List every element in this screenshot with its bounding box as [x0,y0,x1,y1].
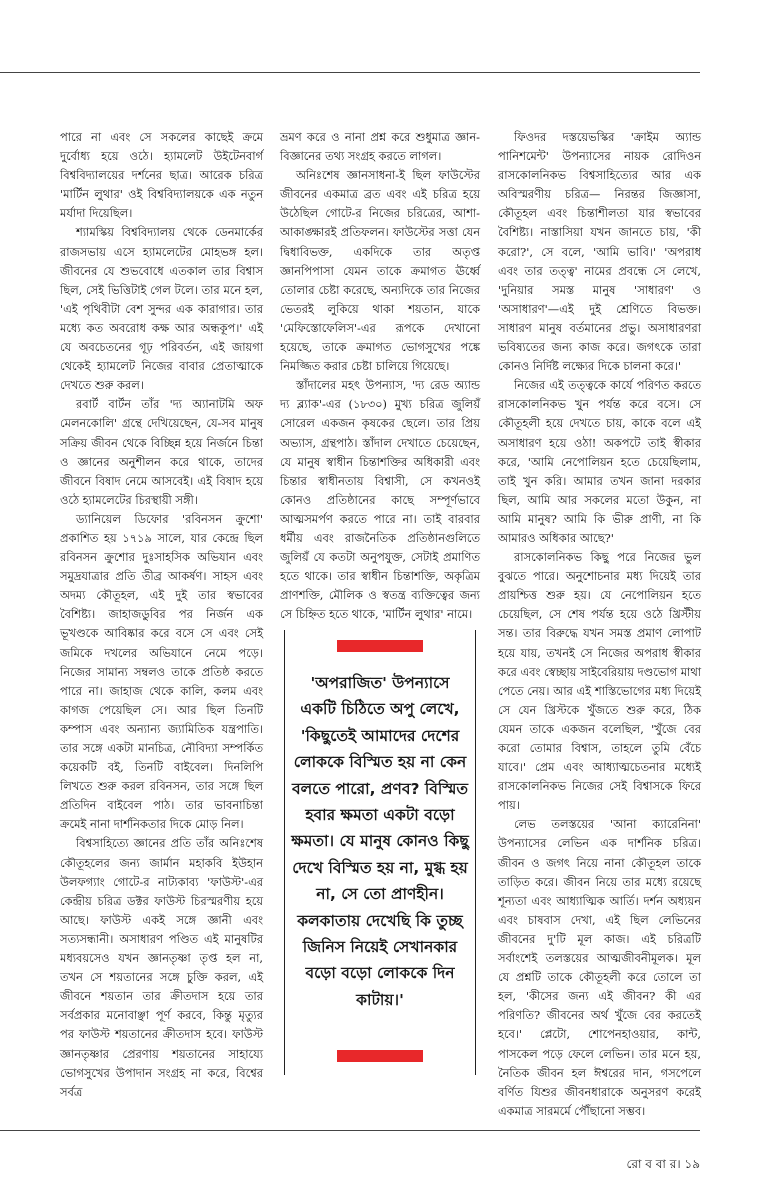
paragraph: নিজের এই তত্ত্বকে কার্যে পরিণত করতে রাসকোলনিকভ খুন পর্যন্ত করে বসে। সে কৌতূহলী হয়ে দেখতে চায়, কাকে বলে এই অসাধারণ হয়ে ওঠা! অকপটে তাই স্বীকার করে, 'আমি নেপোলিয়ন হতে চেয়েছিলাম, তাই খুন করি। আমার তখন জানা দরকার ছিল, আমি আর সকলের মতো উকুন, না আমি মানুষ? আমি কি ভীরু প্রাণী, না কি আমারও অধিকার আছে?' [498,378,701,545]
column-middle [280,128,480,624]
paragraph: বিশ্বসাহিত্যে জ্ঞানের প্রতি তাঁর অনিঃশেষ কৌতূহলের জন্য জার্মান মহাকবি ইউহান উলফগ্যাং গোটে-র নাট্যকাব্য 'ফাউস্ট'-এর কেন্দ্রীয় চরিত্র ডক্টর ফাউস্ট চিরস্মরণীয় হয়ে আছে। ফাউস্ট একই সঙ্গে জ্ঞানী এবং সত্যসন্ধানী। অসাধারণ পণ্ডিত এই মানুষটির মধ্যবয়সেও যখন জ্ঞানতৃষ্ণা তৃপ্ত হল না, তখন সে শয়তানের সঙ্গে চুক্তি করল, এই জীবনে শয়তান তার ক্রীতদাস হয়ে তার সর্বপ্রকার মনোবাঞ্ছা পূর্ণ করবে, কিন্তু মৃত্যুর পর ফাউস্ট শয়তানের ক্রীতদাস হবে। ফাউস্ট জ্ঞানতৃষ্ণার প্রেরণায় শয়তানের সাহায্যে ভোগসুখের উপাদান সংগ্রহ না করে, বিশ্বের সর্বত্র [60,836,263,1099]
page-footer: রো ব বা র। ১৯ [626,1157,700,1171]
bottom-rule [0,1130,700,1131]
column-right [498,128,701,1121]
paragraph: ভ্রমণ করে ও নানা প্রশ্ন করে শুধুমাত্র জ্ঞান-বিজ্ঞানের তথ্য সংগ্রহ করতে লাগল। [280,130,480,164]
paragraph: ফিওদর দস্তয়েভস্কির 'ক্রাইম অ্যান্ড পানিশমেন্ট' উপন্যাসের নায়ক রোদিওন রাসকোলনিকভ বিশ্বসাহিত্যের আর এক অবিস্মরণীয় চরিত্র— নিরন্তর জিজ্ঞাসা, কৌতূহল এবং চিন্তাশীলতা যার স্বভাবের বৈশিষ্ট্য। নাস্তাসিয়া যখন জানতে চায়, 'কী করো?', সে বলে, 'আমি ভাবি।' 'অপরাধ এবং তার তত্ত্ব' নামের প্রবন্ধে সে লেখে, 'দুনিয়ার সমস্ত মানুষ 'সাধারণ' ও 'অসাধারণ'—এই দুই শ্রেণিতে বিভক্ত। সাধারণ মানুষ বর্তমানের প্রভু। অসাধারণরা ভবিষ্যতের জন্য কাজ করে। জগৎকে তারা কোনও নির্দিষ্ট লক্ষ্যের দিকে চালনা করে।' [498,130,701,374]
pull-quote-box [284,630,476,1075]
column-left [60,128,263,1102]
pull-quote-bar-bottom [337,1050,423,1062]
paragraph: রাসকোলনিকভ কিছু পরে নিজের ভুল বুঝতে পারে। অনুশোচনার মধ্য দিয়েই তার প্রায়শ্চিত্ত শুরু হয়। যে নেপোলিয়ন হতে চেয়েছিল, সে শেষ পর্যন্ত হয়ে ওঠে খ্রিস্টীয় সন্ত। তার বিরুদ্ধে যখন সমস্ত প্রমাণ লোপাট হয়ে যায়, তখনই সে নিজের অপরাধ স্বীকার করে এবং স্বেচ্ছায় সাইবেরিয়ায় দণ্ডভোগ মাথা পেতে নেয়। আর এই শাস্তিভোগের মধ্য দিয়েই সে যেন খ্রিস্টকে খুঁজতে শুরু করে, ঠিক যেমন তাকে একজন বলেছিল, 'খুঁজে বের করো তোমার বিশ্বাস, তাহলে তুমি বেঁচে যাবে।' প্রেম এবং আধ্যাত্মচেতনার মধ্যেই রাসকোলনিকভ নিজের সেই বিশ্বাসকে ফিরে পায়। [498,550,701,813]
paragraph: ড্যানিয়েল ডিফোর 'রবিনসন ক্রুশো' প্রকাশিত হয় ১৭১৯ সালে, যার কেন্দ্রে ছিল রবিনসন ক্রুশোর দুঃসাহসিক অভিযান এবং সমুদ্রযাত্রার প্রতি তীব্র আকর্ষণ। সাহস এবং অদম্য কৌতূহল, এই দুই তার স্বভাবের বৈশিষ্ট্য। জাহাজডুবির পর নির্জন এক ভূখণ্ডকে আবিষ্কার করে বসে সে এবং সেই জমিকে দখলের অভিযানে নেমে পড়ে। নিজের সামান্য সম্বলও তাকে প্রতিষ্ঠ করতে পারে না। জাহাজ থেকে কালি, কলম এবং কাগজ পেয়েছিল সে। আর ছিল তিনটি কম্পাস এবং অন্যান্য জ্যামিতিক যন্ত্রপাতি। তার সঙ্গে একটা মানচিত্র, নৌবিদ্যা সম্পর্কিত কয়েকটি বই, তিনটি বাইবেল। দিনলিপি লিখতে শুরু করল রবিনসন, তার সঙ্গে ছিল প্রতিদিন বাইবেল পাঠ। তার ভাবনাচিন্তা ক্রমেই নানা দার্শনিকতার দিকে মোড় নিল। [60,511,263,832]
pull-quote-text: 'অপরাজিত' উপন্যাসে একটি চিঠিতে অপু লেখে, 'কিছুতেই আমাদের দেশের লোককে বিস্মিত হয় না কেন বলতে পারো, প্রণব? বিস্মিত হবার ক্ষমতা একটা বড়ো ক্ষমতা। যে মানুষ কোনও কিছু দেখে বিস্মিত হয় না, মুগ্ধ হয় না, সে তো প্রাণহীন। কলকাতায় দেখেছি কি তুচ্ছ জিনিস নিয়েই সেখানকার বড়ো বড়ো লোককে দিন কাটায়।' [291,674,469,1009]
paragraph: অনিঃশেষ জ্ঞানসাধনা-ই ছিল ফাউস্টের জীবনের একমাত্র ব্রত এবং এই চরিত্র হয়ে উঠেছিল গোটে-র নিজের চরিত্রের, আশা-আকাঙ্ক্ষারই প্রতিফলন। ফাউস্টের সত্তা যেন দ্বিধাবিভক্ত, একদিকে তার অতৃপ্ত জ্ঞানপিপাসা যেমন তাকে ক্রমাগত ঊর্ধ্বে তোলার চেষ্টা করেছে, অন্যদিকে তার নিজের ভেতরই লুকিয়ে থাকা শয়তান, যাকে 'মেফিস্তোফেলিস'-এর রূপকে দেখানো হয়েছে, তাকে ক্রমাগত ভোগসুখের পঙ্কে নিমজ্জিত করার চেষ্টা চালিয়ে গিয়েছে। [280,168,480,374]
paragraph: লেভ তলস্তয়ের 'আনা ক্যারেনিনা' উপন্যাসের লেভিন এক দার্শনিক চরিত্র। জীবন ও জগৎ নিয়ে নানা কৌতূহল তাকে তাড়িত করে। জীবন নিয়ে তার মধ্যে রয়েছে শূন্যতা এবং আধ্যাত্মিক আর্তি। দর্শন অধ্যয়ন এবং চাষবাস দেখা, এই ছিল লেভিনের জীবনের দু'টি মূল কাজ। এই চরিত্রটি সর্বাংশেই তলস্তয়ের আত্মজীবনীমূলক। মূল যে প্রশ্নটি তাকে কৌতূহলী করে তোলে তা হল, 'কীসের জন্য এই জীবন? কী এর পরিণতি? জীবনের অর্থ খুঁজে বের করতেই হবে।' প্লেটো, শোপেনহাওয়ার, কান্ট, পাসকেল পড়ে ফেলে লেভিন। তার মনে হয়, নৈতিক জীবন হল ঈশ্বরের দান, গসপেলে বর্ণিত যিশুর জীবনধারাকে অনুসরণ করেই একমাত্র সারমর্মে পৌঁছানো সম্ভব। [498,817,701,1118]
paragraph: পারে না এবং সে সকলের কাছেই ক্রমে দুর্বোধ্য হয়ে ওঠে। হ্যামলেট উইটেনবার্গ বিশ্ববিদ্যালয়ের দর্শনের ছাত্র। আরেক চরিত্র 'মার্টিন লুথার' ওই বিশ্ববিদ্যালয়কে এক নতুন মর্যাদা দিয়েছিল। [60,130,263,221]
top-rule [0,72,700,73]
paragraph: স্তাঁদালের মহৎ উপন্যাস, 'দ্য রেড অ্যান্ড দ্য ব্ল্যাক'-এর (১৮৩০) মুখ্য চরিত্র জুলিয়ঁ সোরেল একজন কৃষকের ছেলে। তার প্রিয় অভ্যাস, গ্রন্থপাঠ। স্তাঁদাল দেখাতে চেয়েছেন, যে মানুষ স্বাধীন চিন্তাশক্তির অধিকারী এবং চিন্তার স্বাধীনতায় বিশ্বাসী, সে কখনওই কোনও প্রতিষ্ঠানের কাছে সম্পূর্ণভাবে আত্মসমর্পণ করতে পারে না। তাই বারবার ধর্মীয় এবং রাজনৈতিক প্রতিষ্ঠানগুলিতে জুলিয়ঁ যে কতটা অনুপযুক্ত, সেটাই প্রমাণিত হতে থাকে। তার স্বাধীন চিন্তাশক্তি, অকৃত্রিম প্রাণশক্তি, মৌলিক ও স্বতন্ত্র ব্যক্তিত্বের জন্য সে চিহ্নিত হতে থাকে, 'মার্টিন লুথার' নামে। [280,378,480,622]
paragraph: রবার্ট বার্টন তাঁর 'দ্য অ্যানাটমি অফ মেলনকোলি' গ্রন্থে দেখিয়েছেন, যে-সব মানুষ সক্রিয় জীবন থেকে বিচ্ছিন্ন হয়ে নির্জনে চিন্তা ও জ্ঞানের অনুশীলন করে থাকে, তাদের জীবনে বিষাদ নেমে আসবেই। এই বিষাদ হয়ে ওঠে হ্যামলেটের চিরস্থায়ী সঙ্গী। [60,397,263,507]
pull-quote-bar-top [337,640,423,652]
paragraph: শ্যামস্কিয় বিশ্ববিদ্যালয় থেকে ডেনমার্কের রাজসভায় এসে হ্যামলেটের মোহভঙ্গ হল। জীবনের যে শুভবোধে এতকাল তার বিশ্বাস ছিল, সেই ভিত্তিটাই গেল টলে। তার মনে হল, 'এই পৃথিবীটা বেশ সুন্দর এক কারাগার। তার মধ্যে কত অবরোধ কক্ষ আর অন্ধকূপ।' এই যে অবচেতনের গূঢ় পরিবর্তন, এই জায়গা থেকেই হ্যামলেট নিজের বাবার প্রেতাত্মাকে দেখতে শুরু করল। [60,225,263,393]
